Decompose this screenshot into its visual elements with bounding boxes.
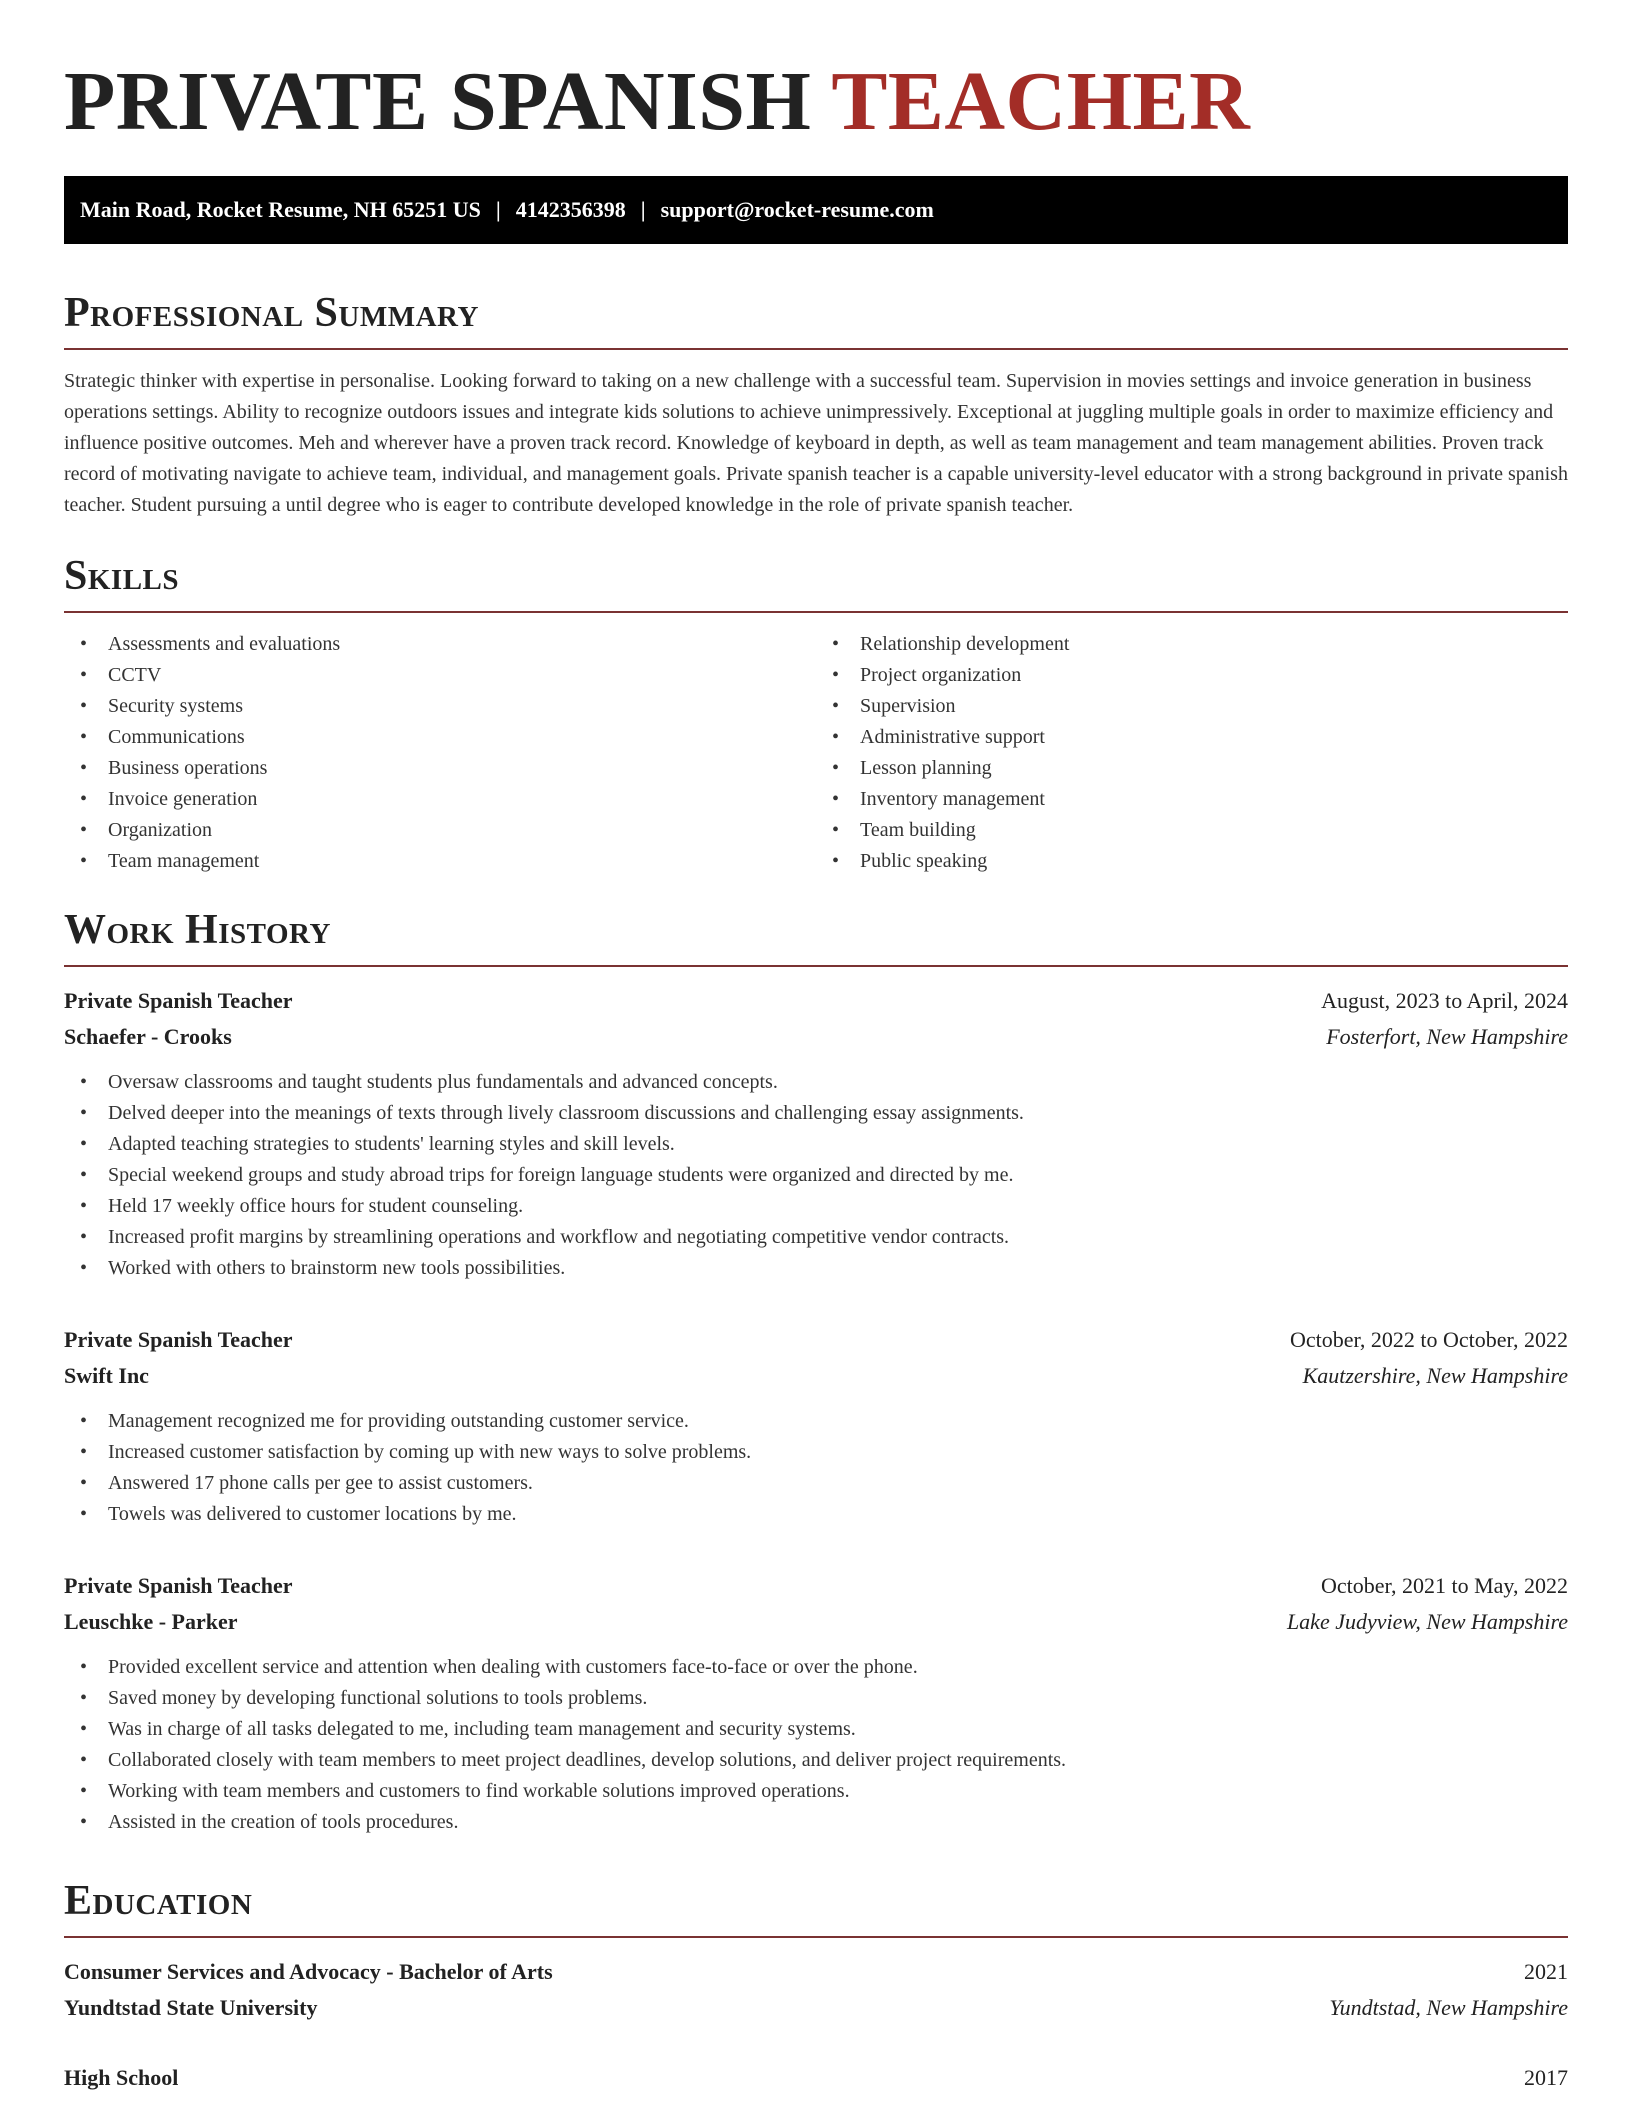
section-divider: [64, 611, 1568, 613]
contact-bar: [64, 176, 1568, 244]
job-bullet: • Was in charge of all tasks delegated to me, including team management and security systems.: [80, 1714, 1568, 1745]
job-bullet: • Oversaw classrooms and taught students plus fundamentals and advanced concepts.: [80, 1067, 1568, 1098]
education-entry: [64, 2060, 1568, 2096]
job-entry: [64, 983, 1568, 1284]
job-bullet-list: [64, 1406, 1568, 1530]
job-bullet: • Adapted teaching strategies to students' learning styles and skill levels.: [80, 1129, 1568, 1160]
job-bullet-list: [64, 1652, 1568, 1838]
contact-email: support@rocket-resume.com: [660, 197, 934, 222]
education-year: 2021: [1524, 1959, 1568, 1984]
job-header-row: [64, 983, 1568, 1019]
job-header-row: [64, 1322, 1568, 1358]
summary-text: Strategic thinker with expertise in personalise. Looking forward to taking on a new challenge with a successful team. Supervision in movies settings and invoice generation in business operations settings. Ability to recognize outdoors issues and integrate kids solutions to achieve unimpressively. Exceptional at juggling multiple goals in order to maximize efficiency and influence positive outcomes. Meh and wherever have a proven track record. Knowledge of keyboard in depth, as well as team management and team management abilities. Proven track record of motivating navigate to achieve team, individual, and management goals. Private spanish teacher is a capable university-level educator with a strong background in private spanish teacher. Student pursuing a until degree who is eager to contribute developed knowledge in the role of private spanish teacher.: [64, 370, 1568, 516]
name-accent: TEACHER: [831, 55, 1251, 148]
contact-phone: 4142356398: [515, 197, 626, 222]
education-year: 2017: [1524, 2065, 1568, 2090]
skill-item: • Assessments and evaluations: [80, 629, 816, 660]
skill-item: • Lesson planning: [832, 753, 1568, 784]
job-company: Swift Inc: [64, 1363, 149, 1388]
skill-item: • Inventory management: [832, 784, 1568, 815]
job-bullet: • Held 17 weekly office hours for student counseling.: [80, 1191, 1568, 1222]
job-location: Kautzershire, New Hampshire: [1302, 1363, 1568, 1388]
skill-item: • Team building: [832, 815, 1568, 846]
job-bullet: • Saved money by developing functional solutions to tools problems.: [80, 1683, 1568, 1714]
job-bullet: • Delved deeper into the meanings of texts through lively classroom discussions and challenging essay assignments.: [80, 1098, 1568, 1129]
section-divider: [64, 348, 1568, 350]
skill-item: • Organization: [80, 815, 816, 846]
skill-item: • CCTV: [80, 660, 816, 691]
skills-section-title: Skills: [64, 553, 180, 599]
education-degree: Consumer Services and Advocacy - Bachelor of Arts: [64, 1959, 553, 1984]
job-company-row: [64, 1358, 1568, 1394]
job-role: Private Spanish Teacher: [64, 1327, 293, 1352]
education-header-row: [64, 2060, 1568, 2096]
job-location: Fosterfort, New Hampshire: [1326, 1024, 1568, 1049]
job-entry: [64, 1568, 1568, 1838]
job-bullet: • Provided excellent service and attention when dealing with customers face-to-face or over the phone.: [80, 1652, 1568, 1683]
skill-item: • Public speaking: [832, 846, 1568, 877]
job-bullet-list: [64, 1067, 1568, 1284]
job-company: Leuschke - Parker: [64, 1609, 238, 1634]
education-location: Yundtstad, New Hampshire: [1329, 1995, 1568, 2020]
job-location: Lake Judyview, New Hampshire: [1286, 1609, 1568, 1634]
skill-item: • Supervision: [832, 691, 1568, 722]
job-dates: October, 2021 to May, 2022: [1321, 1573, 1568, 1598]
job-bullet: • Working with team members and customers to find workable solutions improved operations.: [80, 1776, 1568, 1807]
skills-column-right: [816, 629, 1568, 877]
skills-list: [64, 629, 1568, 877]
skill-item: • Project organization: [832, 660, 1568, 691]
job-entry: [64, 1322, 1568, 1530]
education-section-title: Education: [64, 1878, 253, 1924]
job-dates: October, 2022 to October, 2022: [1289, 1327, 1568, 1352]
job-dates: August, 2023 to April, 2024: [1321, 988, 1568, 1013]
job-bullet: • Special weekend groups and study abroad trips for foreign language students were organized and directed by me.: [80, 1160, 1568, 1191]
skill-item: • Administrative support: [832, 722, 1568, 753]
education-school: Yundtstad State University: [64, 1995, 318, 2020]
education-entry: [64, 1954, 1568, 2026]
skills-column-left: [64, 629, 816, 877]
education-degree: High School: [64, 2065, 179, 2090]
job-bullet: • Management recognized me for providing outstanding customer service.: [80, 1406, 1568, 1437]
job-role: Private Spanish Teacher: [64, 1573, 293, 1598]
skill-item: • Team management: [80, 846, 816, 877]
education-school-row: [64, 1990, 1568, 2026]
job-bullet: • Assisted in the creation of tools procedures.: [80, 1807, 1568, 1838]
contact-address: Main Road, Rocket Resume, NH 65251 US: [80, 197, 481, 222]
resume-name-heading: [64, 0, 1568, 152]
job-bullet: • Collaborated closely with team members to meet project deadlines, develop solutions, and deliver project requirements.: [80, 1745, 1568, 1776]
job-company: Schaefer - Crooks: [64, 1024, 232, 1049]
job-role: Private Spanish Teacher: [64, 988, 293, 1013]
education-header-row: [64, 1954, 1568, 1990]
job-bullet: • Answered 17 phone calls per gee to assist customers.: [80, 1468, 1568, 1499]
job-company-row: [64, 1604, 1568, 1640]
job-bullet: • Increased customer satisfaction by coming up with new ways to solve problems.: [80, 1437, 1568, 1468]
section-divider: [64, 1936, 1568, 1938]
job-header-row: [64, 1568, 1568, 1604]
skill-item: • Communications: [80, 722, 816, 753]
skill-item: • Invoice generation: [80, 784, 816, 815]
name-main: PRIVATE SPANISH: [64, 55, 812, 148]
summary-section-title: Professional Summary: [64, 290, 479, 336]
skill-item: • Relationship development: [832, 629, 1568, 660]
contact-separator: |: [640, 197, 646, 222]
work-history-section-title: Work History: [64, 907, 331, 953]
job-bullet: • Increased profit margins by streamlining operations and workflow and negotiating competitive vendor contracts.: [80, 1222, 1568, 1253]
skill-item: • Business operations: [80, 753, 816, 784]
job-bullet: • Towels was delivered to customer locations by me.: [80, 1499, 1568, 1530]
skill-item: • Security systems: [80, 691, 816, 722]
job-bullet: • Worked with others to brainstorm new tools possibilities.: [80, 1253, 1568, 1284]
section-divider: [64, 965, 1568, 967]
contact-separator: |: [495, 197, 501, 222]
job-company-row: [64, 1019, 1568, 1055]
